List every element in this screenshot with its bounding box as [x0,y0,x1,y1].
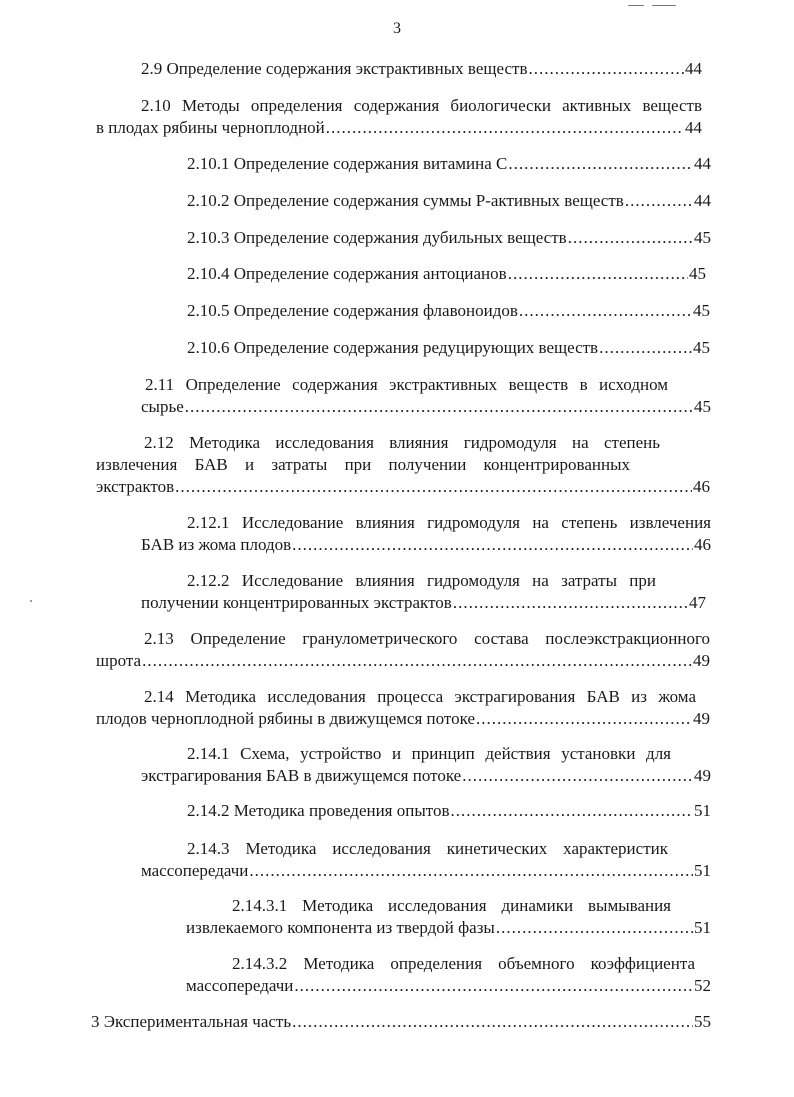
toc-leader-dots [292,534,693,556]
toc-entry-title: шрота [96,651,142,670]
toc-entry-2-14-3[interactable] [141,838,711,882]
toc-entry-title: 2.9 Определение содержания экстрактивных веществ [141,59,528,78]
toc-entry-title: массопередачи [141,861,249,880]
toc-entry-text-line: 2.12.2 Исследование влияния гидромодуля на затраты при [187,571,656,590]
toc-entry-title: экстрактов [96,477,175,496]
toc-entry-title: 2.14.2 Методика проведения опытов [187,801,450,820]
toc-leader-dots [292,1011,693,1033]
toc-leader-dots [142,650,692,672]
toc-page-number: 49 [693,651,710,670]
toc-entry-title: БАВ из жома плодов [141,535,292,554]
toc-entry-2-11[interactable] [141,374,711,418]
toc-entry-2-12-1[interactable] [141,512,711,556]
toc-page-number: 55 [694,1012,711,1031]
toc-entry-line [141,396,711,418]
toc-entry-2-10[interactable] [96,95,702,139]
toc-entry-title: получении концентрированных экстрактов [141,593,452,612]
toc-entry-line [187,153,711,175]
toc-leader-dots [476,708,692,730]
toc-page-number: 44 [694,191,711,210]
toc-entry-2-12[interactable] [96,432,710,498]
toc-entry-title: 2.10.3 Определение содержания дубильных веществ [187,228,567,247]
toc-entry-text-line: 2.12 Методика исследования влияния гидромодуля на степень [144,433,660,452]
toc-entry-line [96,708,710,730]
scan-artifact-dot [30,600,32,602]
toc-entry-2-9[interactable] [141,58,702,80]
toc-leader-dots [326,117,684,139]
toc-entry-title: плодов черноплодной рябины в движущемся потоке [96,709,475,728]
toc-page-number: 52 [694,976,711,995]
toc-entry-text-line: 2.11 Определение содержания экстрактивных веществ в исходном [145,375,668,394]
toc-entry-title: сырье [141,397,184,416]
toc-entry-line [187,227,711,249]
toc-page-number: 45 [694,397,711,416]
toc-entry-text-line: 2.13 Определение гранулометрического состава послеэкстракционного [144,629,710,648]
toc-entry-2-13[interactable] [96,628,710,672]
toc-page-number: 44 [685,59,702,78]
toc-entry-text-line: 2.14 Методика исследования процесса экстрагирования БАВ из жома [144,687,696,706]
toc-leader-dots [249,860,693,882]
toc-entry-line [91,1011,711,1033]
toc-page-number: 45 [693,301,710,320]
toc-entry-line [141,592,706,614]
toc-entry-title: 3 Экспериментальная часть [91,1012,292,1031]
toc-entry-title: извлекаемого компонента из твердой фазы [186,918,495,937]
toc-entry-text-line: 2.12.1 Исследование влияния гидромодуля на степень извлечения [187,513,711,532]
toc-entry-title: 2.10.4 Определение содержания антоцианов [187,264,507,283]
toc-page-number: 44 [685,118,702,137]
toc-leader-dots [175,476,692,498]
toc-leader-dots [508,263,688,285]
toc-leader-dots [462,765,693,787]
toc-entry-text-line: 2.14.3.1 Методика исследования динамики вымывания [232,896,671,915]
toc-entry-title: 2.10.1 Определение содержания витамина С [187,154,508,173]
page-number: 3 [393,20,401,37]
toc-leader-dots [519,300,692,322]
toc-page-number: 49 [694,766,711,785]
toc-entry-2-10-4[interactable] [187,263,706,285]
toc-entry-line [187,337,710,359]
toc-entry-text-line: 2.14.1 Схема, устройство и принцип действия установки для [187,744,671,763]
toc-page-number: 45 [689,264,706,283]
toc-entry-line [96,476,710,498]
toc-entry-title: экстрагирования БАВ в движущемся потоке [141,766,462,785]
toc-entry-text-line: 2.14.3 Методика исследования кинетических характеристик [187,839,668,858]
toc-entry-line [186,917,711,939]
toc-entry-text-line: извлечения БАВ и затраты при получении концентрированных [96,455,630,474]
scan-artifact-mark [628,5,644,6]
toc-page-number: 49 [693,709,710,728]
toc-page-number: 51 [694,918,711,937]
toc-entry-line [96,117,702,139]
toc-page-number: 51 [694,861,711,880]
toc-leader-dots [294,975,693,997]
toc-entry-line [186,975,711,997]
toc-leader-dots [451,800,693,822]
toc-entry-2-10-6[interactable] [187,337,710,359]
toc-entry-line [141,534,711,556]
toc-entry-line [141,765,711,787]
toc-leader-dots [453,592,688,614]
toc-leader-dots [625,190,693,212]
toc-entry-2-14-2[interactable] [187,800,711,822]
toc-entry-2-14-3-2[interactable] [186,953,711,997]
toc-entry-title: в плодах рябины черноплодной [96,118,325,137]
toc-page-number: 45 [693,338,710,357]
toc-entry-line [187,190,711,212]
toc-entry-line [96,650,710,672]
toc-page-number: 51 [694,801,711,820]
toc-page-number: 44 [694,154,711,173]
toc-entry-3[interactable] [91,1011,711,1033]
toc-entry-line [141,860,711,882]
toc-entry-line [187,800,711,822]
toc-page-number: 45 [694,228,711,247]
toc-page-number: 47 [689,593,706,612]
toc-entry-title: 2.10.2 Определение содержания суммы Р-активных веществ [187,191,624,210]
toc-entry-2-10-5[interactable] [187,300,710,322]
toc-entry-title: массопередачи [186,976,294,995]
toc-entry-text-line: 2.14.3.2 Методика определения объемного коэффициента [232,954,695,973]
toc-leader-dots [185,396,693,418]
toc-entry-2-10-2[interactable] [187,190,711,212]
toc-page-number: 46 [694,535,711,554]
toc-entry-2-14-1[interactable] [141,743,711,787]
toc-leader-dots [568,227,693,249]
toc-entry-title: 2.10.5 Определение содержания флавоноидов [187,301,518,320]
toc-entry-line [187,300,710,322]
toc-leader-dots [528,58,684,80]
toc-page-number: 46 [693,477,710,496]
toc-entry-title: 2.10.6 Определение содержания редуцирующих веществ [187,338,599,357]
toc-leader-dots [496,917,693,939]
toc-entry-2-12-2[interactable] [141,570,706,614]
toc-entry-text-line: 2.10 Методы определения содержания биологически активных веществ [141,96,702,115]
toc-entry-2-10-3[interactable] [187,227,711,249]
toc-entry-2-10-1[interactable] [187,153,711,175]
scan-artifact-mark [652,5,676,6]
toc-entry-line [141,58,702,80]
toc-entry-2-14-3-1[interactable] [186,895,711,939]
toc-leader-dots [508,153,693,175]
toc-entry-2-14[interactable] [96,686,710,730]
toc-entry-line [187,263,706,285]
toc-leader-dots [599,337,692,359]
